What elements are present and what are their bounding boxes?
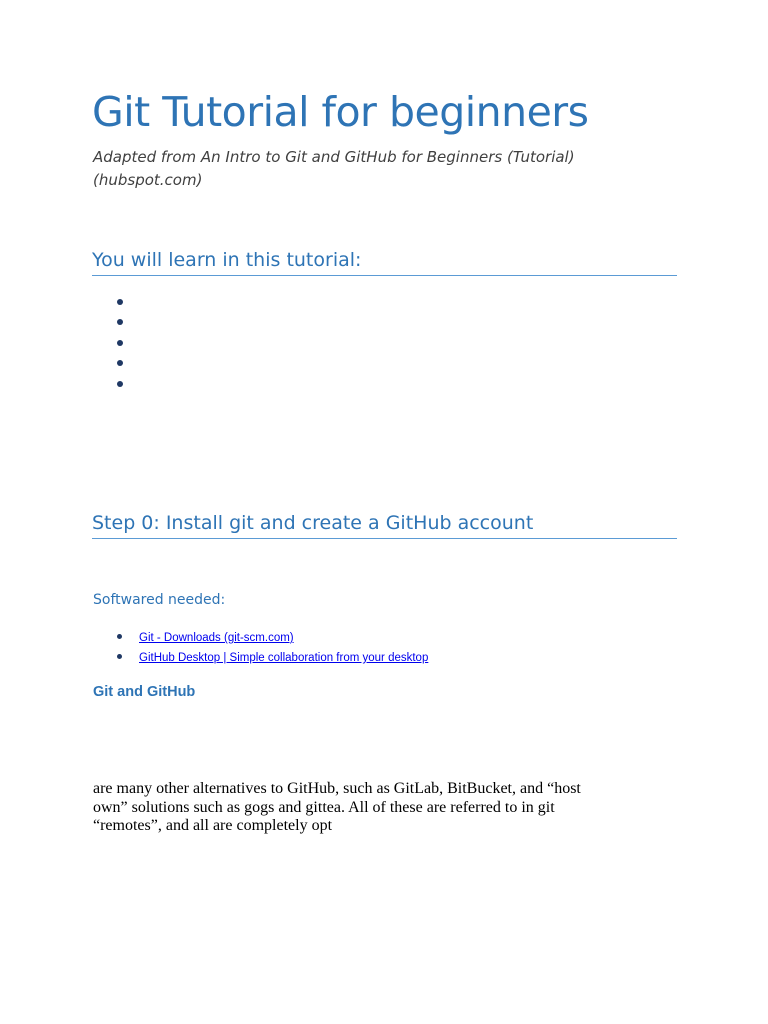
bullet-icon bbox=[117, 299, 123, 305]
body-paragraph bbox=[93, 780, 653, 836]
list-item bbox=[112, 648, 428, 668]
bullet-icon bbox=[117, 654, 122, 659]
git-and-github-heading: Git and GitHub bbox=[93, 684, 196, 700]
bullet-icon bbox=[117, 360, 123, 366]
document-subtitle: Adapted from An Intro to Git and GitHub for Beginners (Tutorial) (hubspot.com) bbox=[93, 148, 575, 189]
list-item bbox=[112, 628, 428, 648]
bullet-icon bbox=[117, 381, 123, 387]
github-desktop-link[interactable]: GitHub Desktop | Simple collaboration from your desktop bbox=[139, 652, 429, 664]
body-line: are many other alternatives to GitHub, such as GitLab, BitBucket, and “host bbox=[93, 780, 581, 797]
learn-heading: You will learn in this tutorial: bbox=[92, 249, 677, 276]
bullet-icon bbox=[117, 319, 123, 325]
software-heading: Softwared needed: bbox=[93, 592, 226, 608]
bullet-icon bbox=[117, 340, 123, 346]
body-line: “remotes”, and all are completely opt bbox=[93, 817, 333, 834]
software-links-list bbox=[112, 628, 428, 668]
step0-heading: Step 0: Install git and create a GitHub account bbox=[92, 512, 677, 539]
document-title: Git Tutorial for beginners bbox=[92, 88, 589, 136]
git-downloads-link[interactable]: Git - Downloads (git-scm.com) bbox=[139, 632, 294, 644]
bullet-icon bbox=[117, 634, 122, 639]
body-line: own” solutions such as gogs and gittea. All of these are referred to in git bbox=[93, 798, 555, 816]
